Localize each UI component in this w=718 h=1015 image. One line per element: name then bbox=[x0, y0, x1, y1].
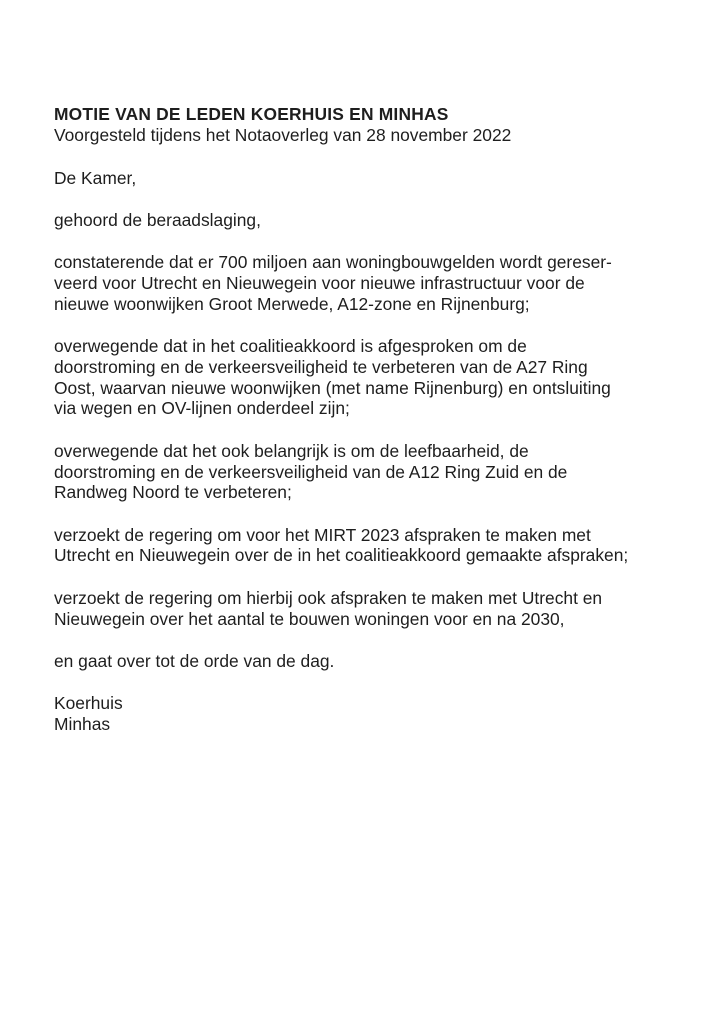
paragraph-line: doorstroming en de verkeersveiligheid te verbeteren van de A27 Ring bbox=[54, 356, 588, 377]
spacer bbox=[54, 231, 694, 253]
paragraph-line: verzoekt de regering om voor het MIRT 2023 afspraken te maken met bbox=[54, 524, 591, 545]
paragraph-line: Oost, waarvan nieuwe woonwijken (met name Rijnenburg) en ontsluiting bbox=[54, 377, 611, 398]
motion-subtitle: Voorgesteld tijdens het Notaoverleg van 28 november 2022 bbox=[54, 124, 512, 145]
paragraph-overwegende-2 bbox=[54, 441, 694, 503]
spacer bbox=[54, 629, 694, 651]
spacer bbox=[54, 419, 694, 441]
paragraph-line: Utrecht en Nieuwegein over de in het coalitieakkoord gemaakte afspraken; bbox=[54, 545, 629, 566]
motion-title: MOTIE VAN DE LEDEN KOERHUIS EN MINHAS bbox=[54, 104, 449, 124]
signatory-name: Koerhuis bbox=[54, 693, 123, 714]
paragraph-line: veerd voor Utrecht en Nieuwegein voor nieuwe infrastructuur voor de bbox=[54, 272, 585, 293]
paragraph-line: overwegende dat het ook belangrijk is om de leefbaarheid, de bbox=[54, 440, 529, 461]
spacer bbox=[54, 188, 694, 210]
paragraph-line: constaterende dat er 700 miljoen aan woningbouwgelden wordt gereser- bbox=[54, 252, 612, 273]
spacer bbox=[54, 503, 694, 525]
paragraph-heard bbox=[54, 210, 694, 231]
paragraph-line: gehoord de beraadslaging, bbox=[54, 209, 261, 230]
spacer bbox=[54, 146, 694, 168]
paragraph-line: en gaat over tot de orde van de dag. bbox=[54, 650, 335, 671]
paragraph-overwegende-1 bbox=[54, 336, 694, 419]
salutation: De Kamer, bbox=[54, 167, 137, 188]
spacer bbox=[54, 315, 694, 337]
paragraph-verzoekt-1 bbox=[54, 525, 694, 567]
paragraph-constaterende bbox=[54, 252, 694, 314]
signatory-name: Minhas bbox=[54, 713, 111, 734]
paragraph-verzoekt-2 bbox=[54, 588, 694, 630]
paragraph-line: doorstroming en de verkeersveiligheid van de A12 Ring Zuid en de bbox=[54, 461, 568, 482]
motion-document bbox=[54, 104, 694, 735]
paragraph-line: Nieuwegein over het aantal te bouwen woningen voor en na 2030, bbox=[54, 608, 565, 629]
paragraph-closing bbox=[54, 651, 694, 672]
paragraph-line: nieuwe woonwijken Groot Merwede, A12-zone en Rijnenburg; bbox=[54, 293, 530, 314]
signatories bbox=[54, 693, 694, 735]
paragraph-line: via wegen en OV-lijnen onderdeel zijn; bbox=[54, 398, 350, 419]
paragraph-line: verzoekt de regering om hierbij ook afspraken te maken met Utrecht en bbox=[54, 587, 603, 608]
spacer bbox=[54, 566, 694, 588]
spacer bbox=[54, 672, 694, 694]
paragraph-line: overwegende dat in het coalitieakkoord is afgesproken om de bbox=[54, 336, 527, 357]
paragraph-line: Randweg Noord te verbeteren; bbox=[54, 482, 292, 503]
